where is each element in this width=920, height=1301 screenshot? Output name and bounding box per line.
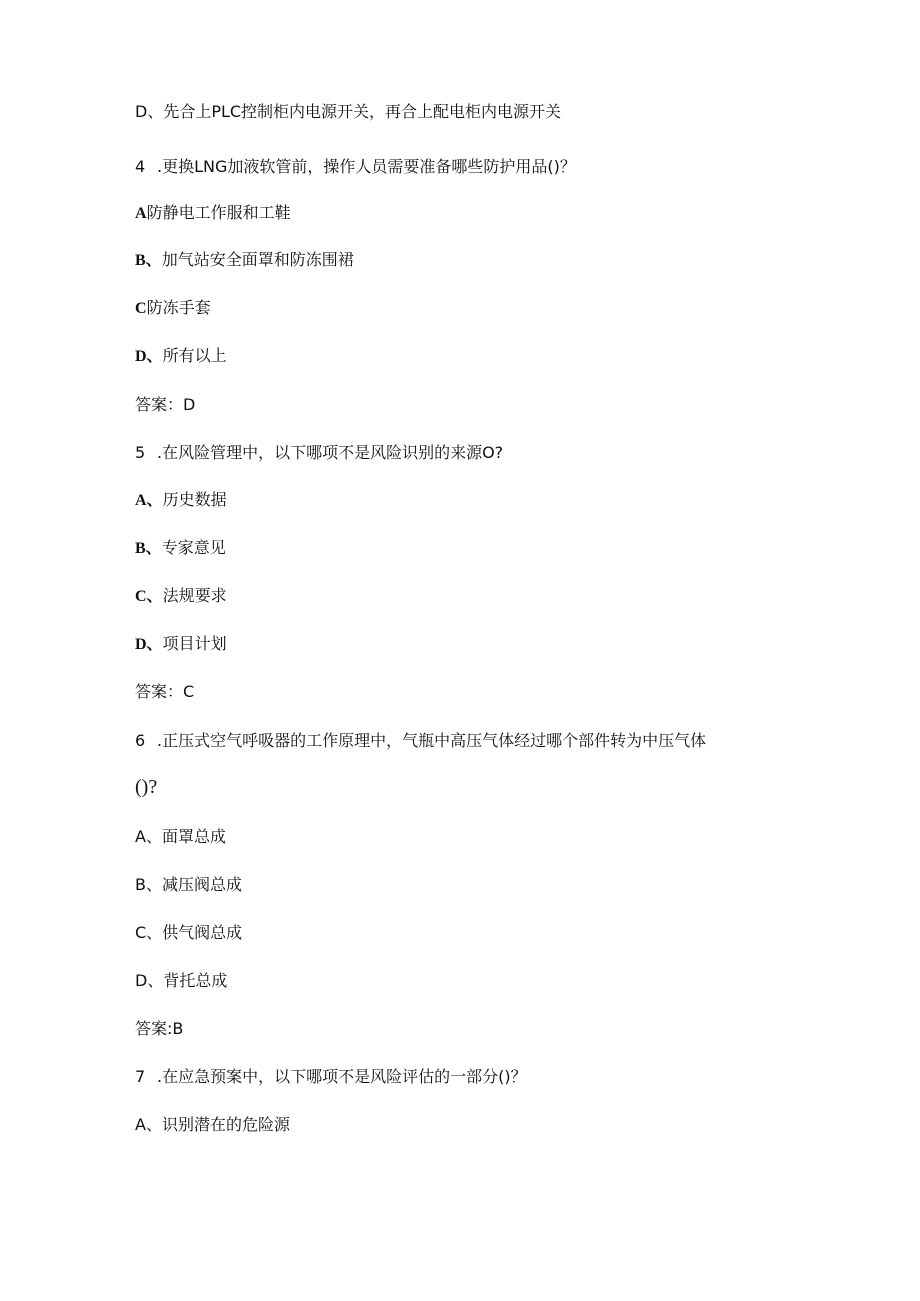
option-d-q3: [135, 102, 561, 122]
option-a-q5: [135, 490, 227, 511]
option-b-q5: [135, 538, 226, 559]
question-6: [135, 731, 706, 751]
question-4: [135, 157, 576, 177]
option-text: D、先合上PLC控制柜内电源开关，再合上配电柜内电源开关: [135, 102, 562, 121]
option-letter: A: [135, 205, 147, 222]
question-number: 7: [135, 1067, 146, 1086]
option-text: C、供气阀总成: [135, 923, 243, 942]
option-c-q5: [135, 586, 227, 607]
answer-text: 答案：C: [135, 682, 195, 701]
option-text: 防静电工作服和工鞋: [146, 203, 291, 222]
option-letter: A、: [135, 492, 163, 509]
option-d-q4: [135, 346, 227, 367]
answer-q5: [135, 682, 194, 702]
option-text: 所有以上: [162, 346, 227, 365]
option-letter: C: [135, 300, 147, 317]
option-letter: D、: [135, 636, 163, 653]
option-a-q4: [135, 203, 291, 224]
question-number: 6: [135, 731, 146, 750]
option-a-q6: [135, 827, 226, 847]
option-letter: C、: [135, 588, 163, 605]
option-letter: B、: [135, 540, 162, 557]
option-c-q4: [135, 298, 211, 319]
question-text: .正压式空气呼吸器的工作原理中，气瓶中高压气体经过哪个部件转为中压气体: [157, 731, 707, 750]
question-6-continuation: [135, 777, 157, 797]
option-c-q6: [135, 923, 242, 943]
question-7: [135, 1067, 527, 1087]
answer-text: 答案：D: [135, 395, 196, 414]
option-text: 历史数据: [162, 490, 227, 509]
option-letter: D、: [135, 348, 163, 365]
option-text: 法规要求: [162, 586, 227, 605]
option-text: 加气站安全面罩和防冻围裙: [161, 250, 354, 269]
option-d-q5: [135, 634, 227, 655]
answer-text: 答案:B: [135, 1019, 184, 1038]
question-text: .在风险管理中，以下哪项不是风险识别的来源O?: [157, 443, 504, 462]
question-text: .在应急预案中，以下哪项不是风险评估的一部分()？: [157, 1067, 527, 1086]
option-b-q4: [135, 250, 354, 271]
option-b-q6: [135, 875, 242, 895]
option-text: A、识别潜在的危险源: [135, 1115, 290, 1134]
option-letter: B、: [135, 252, 162, 269]
answer-q6: [135, 1019, 183, 1039]
option-text: B、减压阀总成: [135, 875, 242, 894]
option-text: 专家意见: [161, 538, 226, 557]
option-text: 防冻手套: [146, 298, 211, 317]
question-number: 5: [135, 443, 146, 462]
question-number: 4: [135, 157, 146, 176]
question-text: ()?: [135, 776, 158, 798]
option-text: D、背托总成: [135, 971, 228, 990]
option-text: A、面罩总成: [135, 827, 226, 846]
option-a-q7: [135, 1115, 290, 1135]
question-5: [135, 443, 503, 463]
answer-q4: [135, 395, 195, 415]
option-text: 项目计划: [162, 634, 227, 653]
option-d-q6: [135, 971, 227, 991]
question-text: .更换LNG加液软管前，操作人员需要准备哪些防护用品()？: [157, 157, 576, 176]
